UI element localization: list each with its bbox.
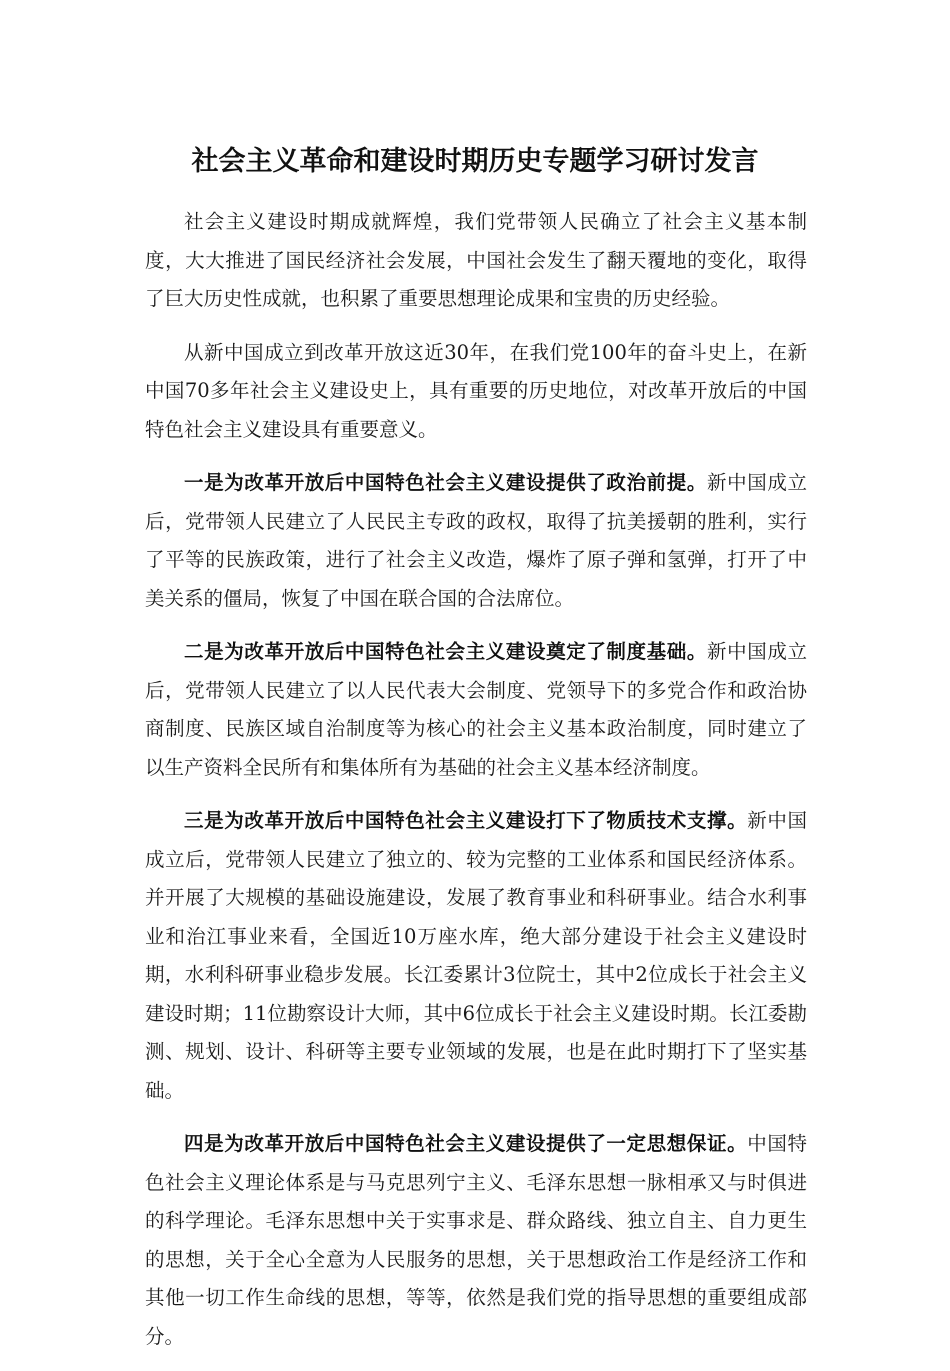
- paragraph-text: 新中国成立后，党带领人民建立了人民民主专政的政权，取得了抗美援朝的胜利，实行了平等的民族政策，进行了社会主义改造，爆炸了原子弹和氢弹，打开了中美关系的僵局，恢复了中国在联合国的合法席位。: [145, 471, 807, 610]
- paragraph-point-1: [145, 464, 807, 618]
- paragraph-lead: 二是为改革开放后中国特色社会主义建设奠定了制度基础。: [184, 640, 708, 663]
- document-title: 社会主义革命和建设时期历史专题学习研讨发言: [191, 146, 759, 177]
- paragraph-point-2: [145, 633, 807, 787]
- paragraph-point-4: [145, 1125, 807, 1356]
- paragraph-lead: 四是为改革开放后中国特色社会主义建设提供了一定思想保证。: [184, 1132, 748, 1155]
- paragraph-significance: [145, 334, 807, 450]
- paragraph-text: 社会主义建设时期成就辉煌，我们党带领人民确立了社会主义基本制度，大大推进了国民经济社会发展，中国社会发生了翻天覆地的变化，取得了巨大历史性成就，也积累了重要思想理论成果和宝贵的历史经验。: [145, 210, 807, 310]
- paragraph-intro: [145, 203, 807, 319]
- paragraph-text: 新中国成立后，党带领人民建立了以人民代表大会制度、党领导下的多党合作和政治协商制度、民族区域自治制度等为核心的社会主义基本政治制度，同时建立了以生产资料全民所有和集体所有为基础的社会主义基本经济制度。: [145, 640, 807, 779]
- paragraph-text: 从新中国成立到改革开放这近30年，在我们党100年的奋斗史上，在新中国70多年社会主义建设史上，具有重要的历史地位，对改革开放后的中国特色社会主义建设具有重要意义。: [145, 340, 807, 441]
- paragraph-point-3: [145, 802, 807, 1110]
- paragraph-text: 中国特色社会主义理论体系是与马克思列宁主义、毛泽东思想一脉相承又与时俱进的科学理论。毛泽东思想中关于实事求是、群众路线、独立自主、自力更生的思想，关于全心全意为人民服务的思想，关于思想政治工作是经济工作和其他一切工作生命线的思想，等等，依然是我们党的指导思想的重要组成部分。: [145, 1132, 807, 1348]
- paragraph-text: 新中国成立后，党带领人民建立了独立的、较为完整的工业体系和国民经济体系。并开展了大规模的基础设施建设，发展了教育事业和科研事业。结合水利事业和治江事业来看，全国近10万座水库，绝大部分建设于社会主义建设时期，水利科研事业稳步发展。长江委累计3位院士，其中2位成长于社会主义建设时期；11位勘察设计大师，其中6位成长于社会主义建设时期。长江委勘测、规划、设计、科研等主要专业领域的发展，也是在此时期打下了坚实基础。: [145, 809, 807, 1102]
- document-body: [145, 203, 807, 1371]
- paragraph-lead: 三是为改革开放后中国特色社会主义建设打下了物质技术支撑。: [184, 809, 748, 832]
- paragraph-lead: 一是为改革开放后中国特色社会主义建设提供了政治前提。: [184, 471, 708, 494]
